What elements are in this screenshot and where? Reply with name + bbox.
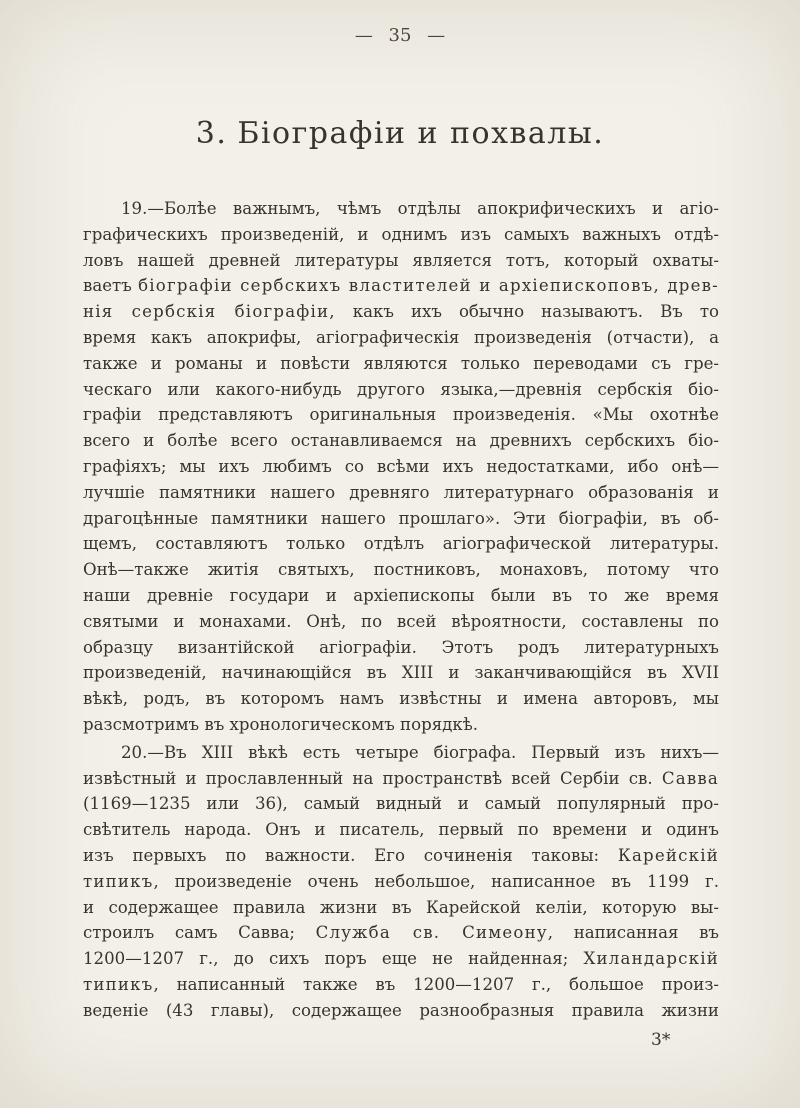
text-line [83, 609, 719, 635]
text-segment: , написанный также въ 1200—1207 г., большое произ- [153, 974, 719, 994]
text-line [83, 998, 719, 1024]
text-segment: строилъ самъ Савва; [83, 923, 316, 943]
text-line [83, 351, 719, 377]
text-segment: , написанная въ [547, 923, 719, 943]
text-line [83, 506, 719, 532]
text-segment: Онѣ—также житія святыхъ, постниковъ, монаховъ, потому что [83, 560, 719, 580]
text-line [83, 686, 719, 712]
emphasized-term: Савва [661, 768, 719, 788]
text-line [83, 660, 719, 686]
emphasized-term: Хиландарскій [583, 949, 719, 969]
text-segment: (1169—1235 или 36), самый видный и самый популярный про- [83, 794, 719, 814]
emphasized-term: Карейскій [617, 845, 719, 865]
text-line [83, 273, 719, 299]
text-segment: разсмотримъ въ хронологическомъ порядкѣ. [83, 714, 479, 734]
text-line [83, 817, 719, 843]
text-block [83, 196, 719, 1024]
text-line [83, 869, 719, 895]
text-segment: ловъ нашей древней литературы является тотъ, который охваты- [83, 250, 719, 270]
text-segment: образцу византійской агіографіи. Этотъ родъ литературныхъ [83, 637, 719, 657]
text-line [83, 480, 719, 506]
text-segment: 20.—Въ XIII вѣкѣ есть четыре біографа. Первый изъ нихъ— [121, 742, 719, 762]
text-line [83, 454, 719, 480]
text-segment: щемъ, составляютъ только отдѣлъ агіографической литературы. [83, 534, 719, 554]
text-segment: драгоцѣнные памятники нашего прошлаго». Эти біографіи, въ об- [83, 508, 719, 528]
page-number: — 35 — [354, 25, 446, 46]
text-segment: графическихъ произведеній, и однимъ изъ самыхъ важныхъ отдѣ- [83, 224, 719, 244]
text-line [83, 791, 719, 817]
text-segment: произведеній, начинающійся въ XIII и заканчивающійся въ XVII [83, 663, 719, 683]
text-segment: святыми и монахами. Онѣ, по всей вѣроятности, составлены по [83, 611, 719, 631]
text-segment: графіяхъ; мы ихъ любимъ со всѣми ихъ недостатками, ибо онѣ— [83, 456, 719, 476]
text-line [83, 377, 719, 403]
text-line [83, 402, 719, 428]
chapter-number: 3. [195, 116, 228, 151]
text-segment: всего и болѣе всего останавливаемся на древнихъ сербскихъ біо- [83, 431, 719, 451]
paragraph-20 [83, 740, 719, 1024]
text-segment: свѣтитель народа. Онъ и писатель, первый по времени и одинъ [83, 820, 719, 840]
chapter-title: Біографіи и похвалы. [237, 116, 605, 151]
text-segment: время какъ апокрифы, агіографическія произведенія (отчасти), а [83, 327, 719, 347]
text-line [83, 557, 719, 583]
emphasized-term: типикъ [83, 974, 154, 994]
text-line [83, 766, 719, 792]
text-line [83, 583, 719, 609]
text-line [83, 635, 719, 661]
text-line [83, 531, 719, 557]
text-segment: наши древніе государи и архіепископы были въ то же время [83, 585, 719, 605]
text-line [83, 972, 719, 998]
signature-mark: 3* [651, 1030, 671, 1050]
text-line [83, 946, 719, 972]
text-segment: веденіе (43 главы), содержащее разнообразныя правила жизни [83, 1000, 719, 1020]
text-segment: лучшіе памятники нашего древняго литературнаго образованія и [83, 482, 719, 502]
text-segment: , произведеніе очень небольшое, написанное въ 1199 г. [153, 871, 719, 891]
text-line [83, 196, 719, 222]
chapter-heading [0, 116, 800, 151]
text-segment: 19.—Болѣе важнымъ, чѣмъ отдѣлы апокрифическихъ и агіо- [121, 199, 719, 218]
text-line [83, 248, 719, 274]
text-segment: 1200—1207 г., до сихъ поръ еще не найденная; [83, 949, 584, 969]
text-line [83, 299, 719, 325]
text-line [83, 428, 719, 454]
text-segment: ческаго или какого-нибудь другого языка,—древнія сербскія біо- [83, 379, 719, 399]
emphasized-term: типикъ [83, 871, 154, 891]
text-segment: ваетъ [83, 276, 139, 296]
text-line [83, 843, 719, 869]
text-line [83, 222, 719, 248]
text-line [83, 325, 719, 351]
emphasized-term: нія сербскія біографіи, [83, 302, 336, 322]
text-line [83, 712, 719, 738]
emphasized-term: біографіи сербскихъ властителей и архіепископовъ, древ- [138, 276, 719, 296]
text-line [83, 740, 719, 766]
text-segment: извѣстный и прославленный на пространствѣ всей Сербіи св. [83, 768, 662, 788]
text-segment: изъ первыхъ по важности. Его сочиненія таковы: [83, 845, 618, 865]
emphasized-term: Служба св. Симеону [315, 923, 548, 943]
paragraph-19 [83, 196, 719, 738]
text-segment: вѣкѣ, родъ, въ которомъ намъ извѣстны и имена авторовъ, мы [83, 689, 719, 709]
text-segment: и содержащее правила жизни въ Карейской келіи, которую вы- [83, 897, 719, 917]
text-segment: какъ ихъ обычно называютъ. Въ то [335, 302, 719, 322]
text-line [83, 920, 719, 946]
text-segment: также и романы и повѣсти являются только переводами съ гре- [83, 353, 719, 373]
text-segment: графіи представляютъ оригинальныя произведенія. «Мы охотнѣе [83, 405, 719, 425]
text-line [83, 895, 719, 921]
